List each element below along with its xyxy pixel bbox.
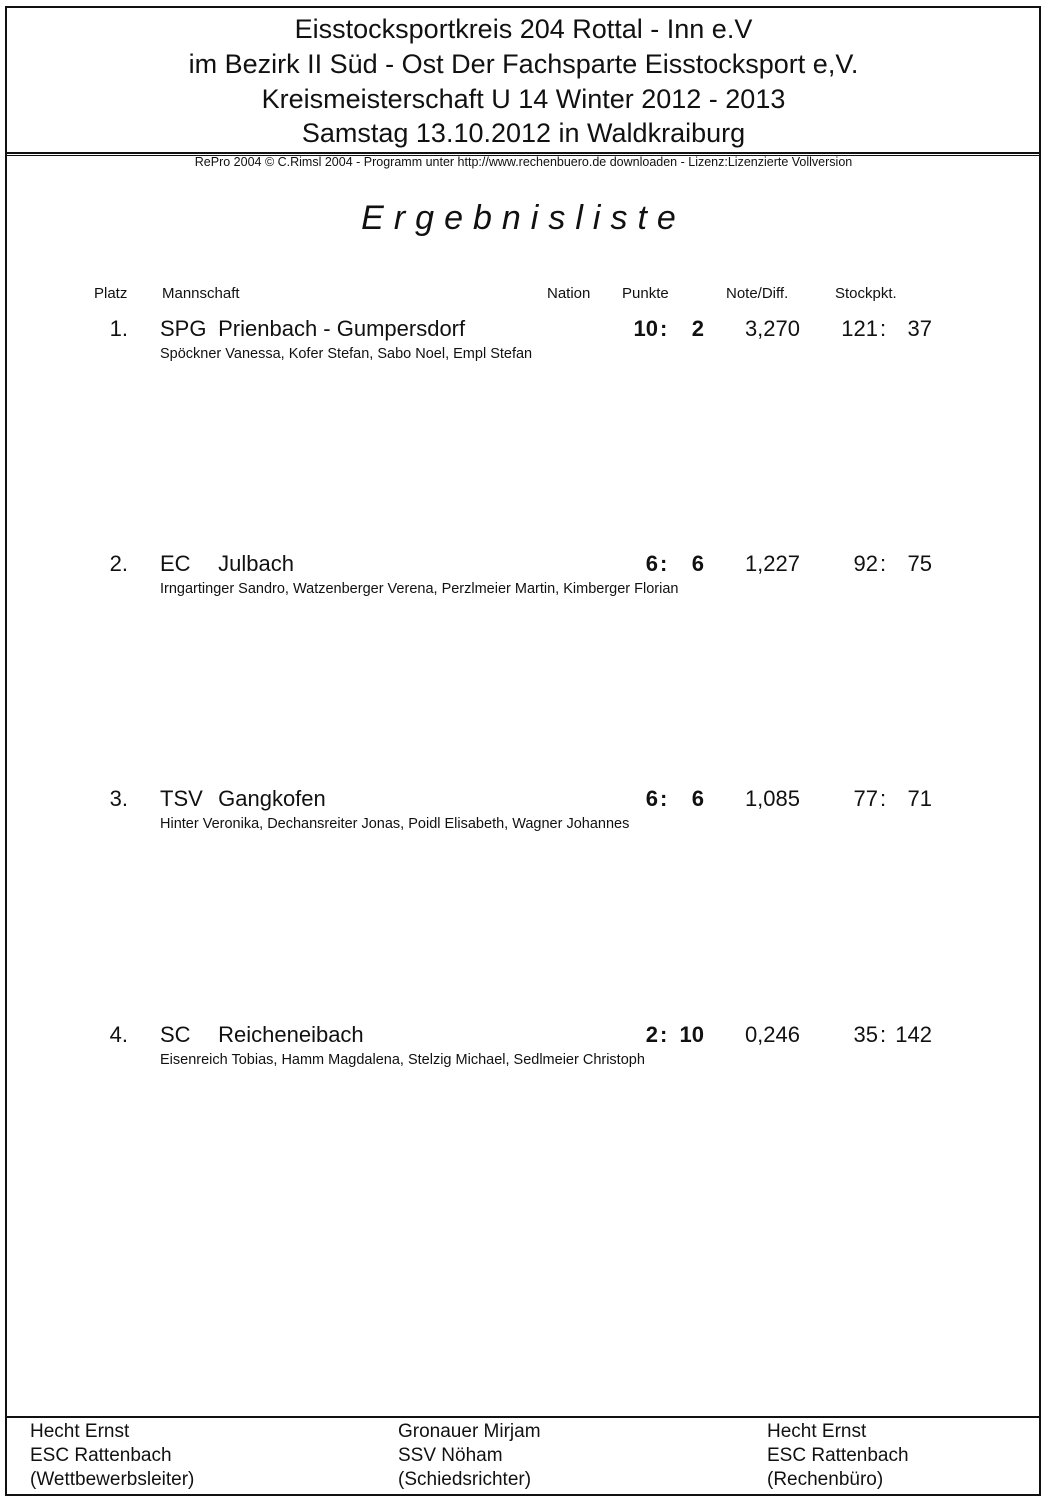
header-line-district: im Bezirk II Süd - Ost Der Fachsparte Eisstocksport e,V. [188, 49, 859, 79]
signature-role: (Wettbewerbsleiter) [30, 1469, 195, 1490]
points-separator: : [660, 316, 668, 341]
team-name: Gangkofen [218, 786, 326, 811]
signature-role: (Rechenbüro) [767, 1469, 884, 1490]
points-lost: 6 [691, 551, 704, 576]
stock-points-for: 121 [841, 316, 878, 341]
column-header-nation: Nation [547, 285, 591, 302]
points-won: 6 [645, 786, 658, 811]
result-team [160, 550, 294, 578]
signature-club: ESC Rattenbach [767, 1445, 909, 1466]
result-team [160, 1021, 364, 1049]
signature-block-referee [398, 1420, 541, 1492]
signature-club: ESC Rattenbach [30, 1445, 172, 1466]
team-name: Julbach [218, 551, 294, 576]
result-rank: 3. [109, 786, 128, 811]
column-header-platz: Platz [94, 285, 128, 302]
stock-points-against: 75 [907, 551, 932, 576]
result-team [160, 785, 326, 813]
signature-name: Hecht Ernst [767, 1421, 867, 1442]
stock-separator: : [880, 786, 887, 811]
signature-role: (Schiedsrichter) [398, 1469, 532, 1490]
team-club-prefix: TSV [160, 786, 203, 811]
stock-points-for: 35 [853, 1022, 878, 1047]
stock-points-against: 142 [895, 1022, 932, 1047]
signature-name: Gronauer Mirjam [398, 1421, 541, 1442]
team-club-prefix: SC [160, 1022, 191, 1047]
result-note-diff: 0,246 [744, 1022, 800, 1047]
result-team [160, 315, 465, 343]
result-rank: 4. [109, 1022, 128, 1047]
result-entry [0, 785, 1047, 845]
points-lost: 10 [679, 1022, 704, 1047]
result-players: Spöckner Vanessa, Kofer Stefan, Sabo Noel, Empl Stefan [160, 346, 533, 362]
software-credit: RePro 2004 © C.Rimsl 2004 - Programm unter http://www.rechenbuero.de downloaden - Lizenz:Lizenzierte Vollversion [194, 155, 853, 169]
points-separator: : [660, 1022, 668, 1047]
points-won: 2 [645, 1022, 658, 1047]
footer-divider [5, 1416, 1041, 1418]
stock-points-against: 37 [907, 316, 932, 341]
signature-club: SSV Nöham [398, 1445, 503, 1466]
result-rank: 1. [109, 316, 128, 341]
signature-block-competition-lead [30, 1420, 194, 1492]
signature-block-scoring-office [767, 1420, 909, 1492]
result-players: Eisenreich Tobias, Hamm Magdalena, Stelzig Michael, Sedlmeier Christoph [160, 1052, 645, 1068]
signature-name: Hecht Ernst [30, 1421, 130, 1442]
team-club-prefix: EC [160, 551, 191, 576]
result-note-diff: 1,227 [744, 551, 800, 576]
stock-points-against: 71 [907, 786, 932, 811]
result-players: Hinter Veronika, Dechansreiter Jonas, Poidl Elisabeth, Wagner Johannes [160, 816, 630, 832]
header-line-championship: Kreismeisterschaft U 14 Winter 2012 - 2013 [261, 84, 786, 114]
header-line-date-venue: Samstag 13.10.2012 in Waldkraiburg [301, 118, 746, 148]
result-note-diff: 1,085 [744, 786, 800, 811]
team-name: Reicheneibach [218, 1022, 364, 1047]
stock-points-for: 92 [853, 551, 878, 576]
column-header-note-diff: Note/Diff. [726, 285, 789, 302]
points-separator: : [660, 786, 668, 811]
points-won: 10 [633, 316, 658, 341]
column-header-mannschaft: Mannschaft [162, 285, 240, 302]
team-name: Prienbach - Gumpersdorf [218, 316, 466, 341]
result-entry [0, 550, 1047, 610]
result-players: Irngartinger Sandro, Watzenberger Verena, Perzlmeier Martin, Kimberger Florian [160, 581, 679, 597]
points-lost: 2 [691, 316, 704, 341]
column-header-stockpunkte: Stockpkt. [835, 285, 897, 302]
page-title: Ergebnisliste [361, 199, 686, 237]
stock-points-for: 77 [853, 786, 878, 811]
points-won: 6 [645, 551, 658, 576]
result-rank: 2. [109, 551, 128, 576]
result-note-diff: 3,270 [744, 316, 800, 341]
stock-separator: : [880, 551, 887, 576]
points-separator: : [660, 551, 668, 576]
header-line-organization: Eisstocksportkreis 204 Rottal - Inn e.V [294, 14, 753, 44]
stock-separator: : [880, 316, 887, 341]
column-header-punkte: Punkte [622, 285, 669, 302]
result-entry [0, 1021, 1047, 1081]
points-lost: 6 [691, 786, 704, 811]
result-entry [0, 315, 1047, 375]
stock-separator: : [880, 1022, 887, 1047]
team-club-prefix: SPG [160, 316, 207, 341]
